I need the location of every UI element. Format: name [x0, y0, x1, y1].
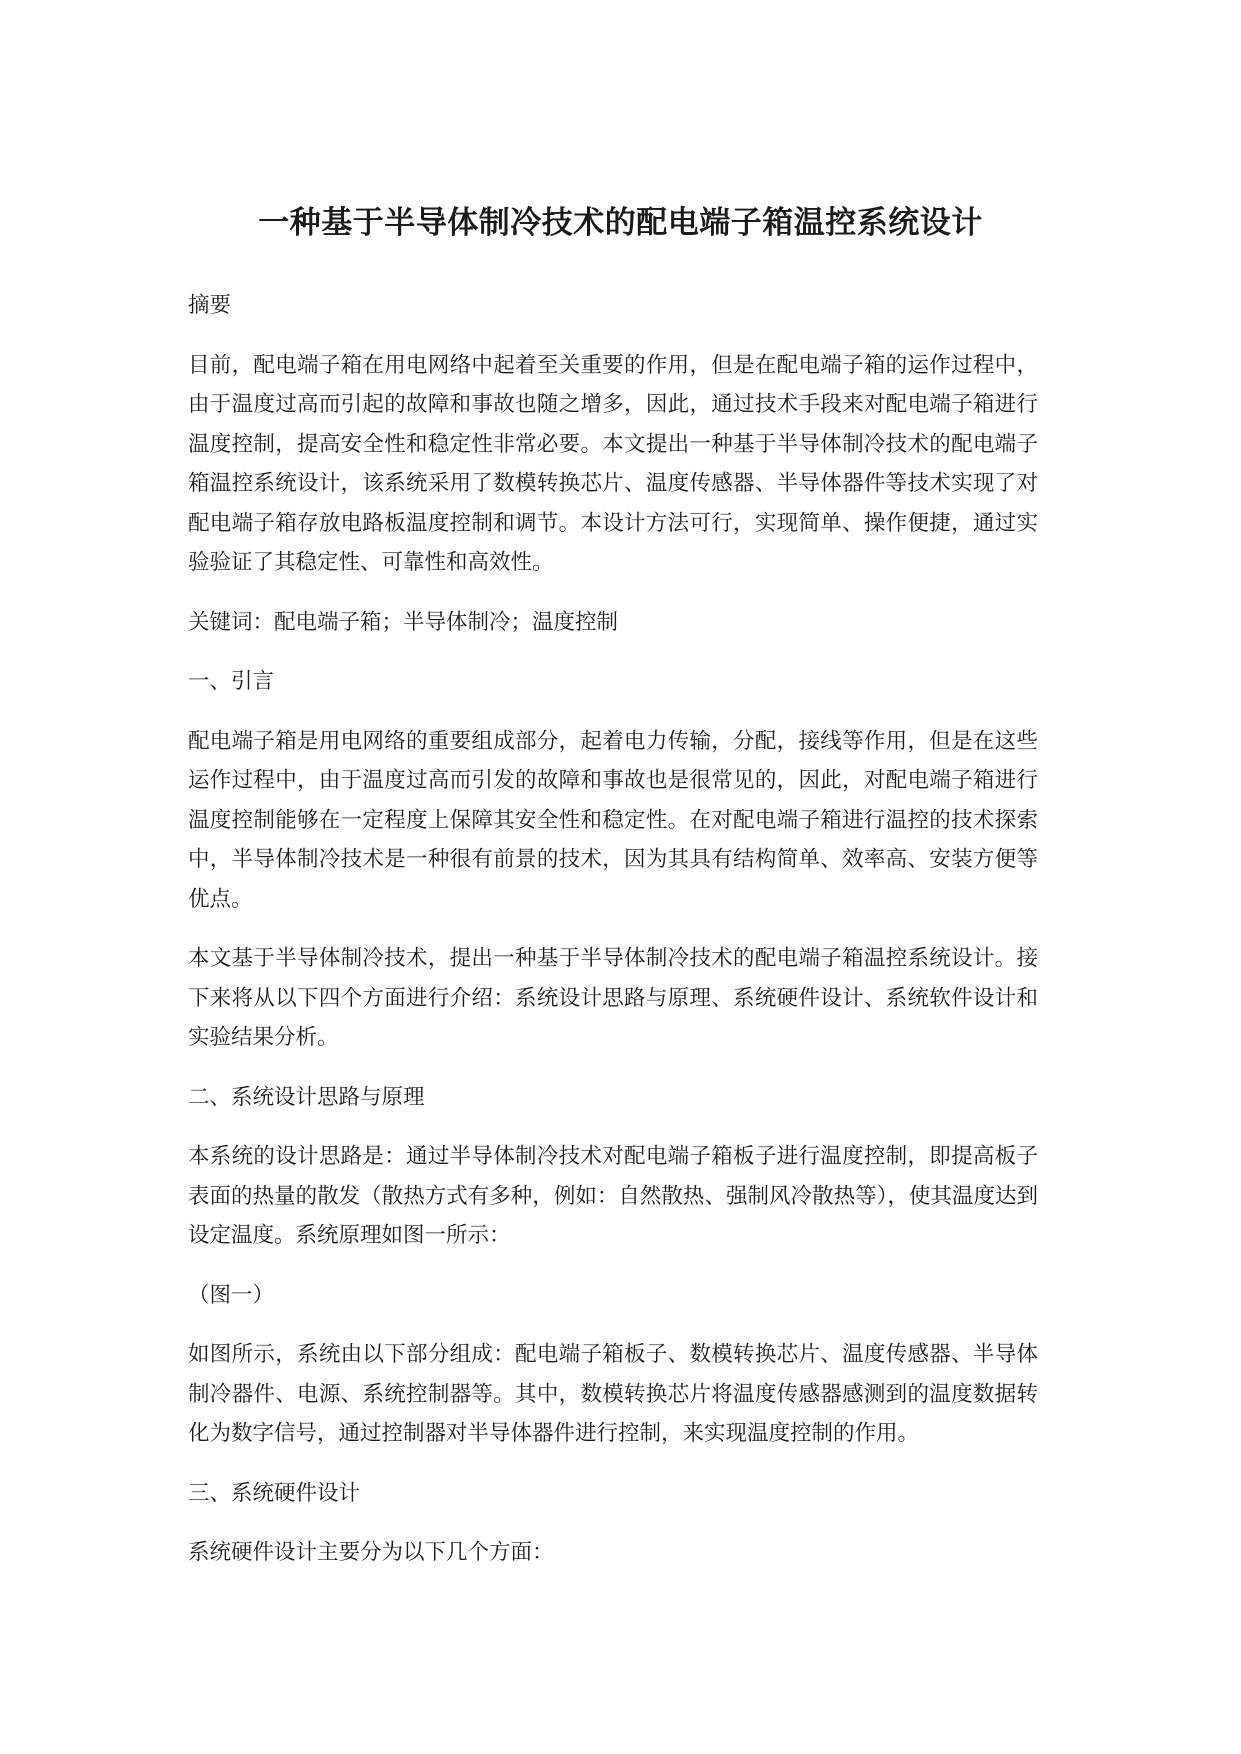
- figure-caption: （图一）: [188, 1282, 275, 1308]
- section-heading-hardware-design: 三、系统硬件设计: [188, 1480, 361, 1506]
- introduction-paragraph-1: 配电端子箱是用电网络的重要组成部分，起着电力传输，分配，接线等作用，但是在这些运作过程中，由于温度过高而引发的故障和事故也是很常见的，因此，对配电端子箱进行温度控制能够在一定程度上保障其安全性和稳定性。在对配电端子箱进行温控的技术探索中，半导体制冷技术是一种很有前景的技术，因为其具有结构简单、效率高、安装方便等优点。: [188, 728, 1038, 912]
- design-principle-paragraph-1: 本系统的设计思路是：通过半导体制冷技术对配电端子箱板子进行温度控制，即提高板子表面的热量的散发（散热方式有多种，例如：自然散热、强制风冷散热等），使其温度达到设定温度。系统原理如图一所示：: [188, 1144, 1038, 1248]
- design-principle-paragraph-2: 如图所示，系统由以下部分组成：配电端子箱板子、数模转换芯片、温度传感器、半导体制冷器件、电源、系统控制器等。其中，数模转换芯片将温度传感器感测到的温度数据转化为数字信号，通过控制器对半导体器件进行控制，来实现温度控制的作用。: [188, 1342, 1038, 1446]
- hardware-design-paragraph-1: 系统硬件设计主要分为以下几个方面：: [188, 1540, 554, 1565]
- abstract-label: 摘要: [188, 293, 232, 318]
- document-title: 一种基于半导体制冷技术的配电端子箱温控系统设计: [258, 204, 983, 241]
- section-heading-introduction: 一、引言: [188, 669, 275, 694]
- abstract-paragraph: 目前，配电端子箱在用电网络中起着至关重要的作用，但是在配电端子箱的运作过程中，由于温度过高而引起的故障和事故也随之增多，因此，通过技术手段来对配电端子箱进行温度控制，提高安全性和稳定性非常必要。本文提出一种基于半导体制冷技术的配电端子箱温控系统设计，该系统采用了数模转换芯片、温度传感器、半导体器件等技术实现了对配电端子箱存放电路板温度控制和调节。本设计方法可行，实现简单、操作便捷，通过实验验证了其稳定性、可靠性和高效性。: [188, 352, 1038, 575]
- section-heading-design-principle: 二、系统设计思路与原理: [188, 1084, 425, 1110]
- keywords-line: 关键词：配电端子箱；半导体制冷；温度控制: [188, 609, 619, 635]
- document-body: [188, 286, 1038, 1593]
- introduction-paragraph-2: 本文基于半导体制冷技术，提出一种基于半导体制冷技术的配电端子箱温控系统设计。接下来将从以下四个方面进行介绍：系统设计思路与原理、系统硬件设计、系统软件设计和实验结果分析。: [188, 946, 1038, 1050]
